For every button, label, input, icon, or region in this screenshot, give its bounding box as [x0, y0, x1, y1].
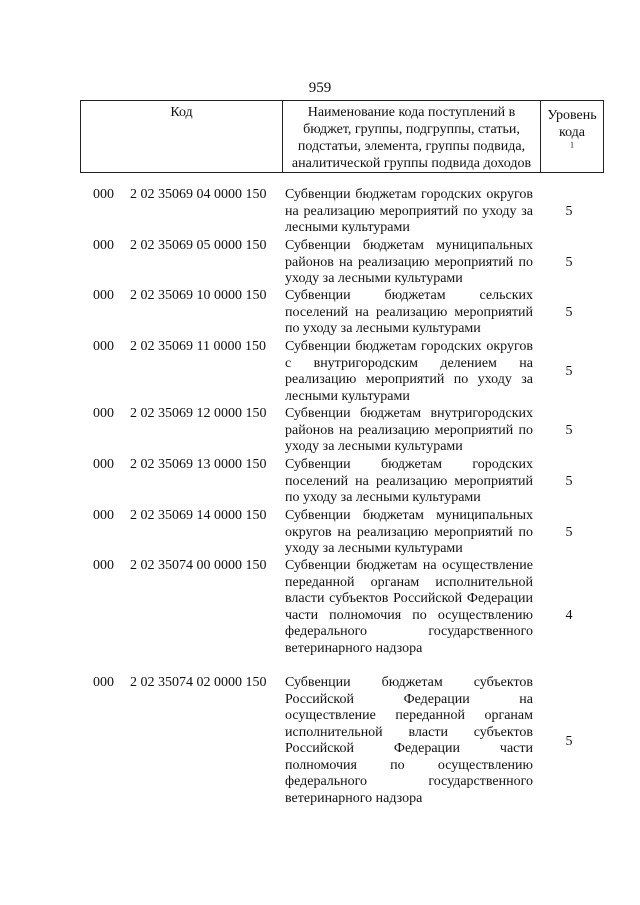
row-name: Субвенции бюджетам городских округов с внутригородским делением на реализацию мероприятий по уходу за лесными культурами: [285, 339, 533, 404]
row-level: 5: [565, 524, 573, 540]
table-header: [80, 100, 604, 173]
row-level: 5: [565, 423, 573, 439]
table-row: [93, 339, 605, 406]
row-prefix: 000: [93, 288, 114, 303]
table-row: [93, 238, 605, 288]
row-code: 2 02 35069 12 0000 150: [130, 406, 267, 421]
row-prefix: 000: [93, 406, 114, 421]
row-code: 2 02 35069 05 0000 150: [130, 238, 267, 253]
row-prefix: 000: [93, 508, 114, 523]
row-prefix: 000: [93, 339, 114, 354]
row-name: Субвенции бюджетам городских поселений на реализацию мероприятий по уходу за лесными культурами: [285, 457, 533, 505]
row-name: Субвенции бюджетам внутригородских районов на реализацию мероприятий по уходу за лесными культурами: [285, 406, 533, 454]
header-level-cell: [541, 101, 604, 173]
page-number: 959: [308, 80, 332, 96]
table-row: [93, 288, 605, 339]
row-code: 2 02 35069 13 0000 150: [130, 457, 267, 472]
row-name: Субвенции бюджетам муниципальных районов на реализацию мероприятий по уходу за лесными культурами: [285, 238, 533, 286]
row-prefix: 000: [93, 187, 114, 202]
row-prefix: 000: [93, 457, 114, 472]
row-name: Субвенции бюджетам на осуществление переданной органам исполнительной власти субъектов Российской Федерации части полномочия по осуществлению федерального государственного ветеринарного надзора: [285, 558, 533, 656]
header-level-footnote: 1: [570, 140, 574, 150]
row-code: 2 02 35069 10 0000 150: [130, 288, 267, 303]
row-level: 5: [565, 254, 573, 270]
header-code-cell: [81, 101, 283, 173]
row-prefix: 000: [93, 558, 114, 573]
header-name-cell: [283, 101, 541, 173]
table-row: [93, 457, 605, 508]
table-row: [93, 508, 605, 558]
row-code: 2 02 35074 02 0000 150: [130, 675, 267, 690]
table-row: [93, 406, 605, 457]
header-code-label: Код: [170, 105, 193, 120]
row-level: 5: [565, 204, 573, 220]
table-row: [93, 558, 605, 675]
row-code: 2 02 35069 04 0000 150: [130, 187, 267, 202]
row-name: Субвенции бюджетам муниципальных округов на реализацию мероприятий по уходу за лесными культурами: [285, 508, 533, 556]
header-level-label: Уровень кода: [547, 108, 597, 140]
row-level: 5: [565, 305, 573, 321]
table-body: [93, 187, 605, 809]
row-name: Субвенции бюджетам городских округов на реализацию мероприятий по уходу за лесными культурами: [285, 187, 533, 235]
row-name: Субвенции бюджетам сельских поселений на реализацию мероприятий по уходу за лесными культурами: [285, 288, 533, 336]
row-level: 5: [565, 474, 573, 490]
header-name-label: Наименование кода поступлений в бюджет, группы, подгруппы, статьи, подстатьи, элемента, группы подвида, аналитической группы подвида доходов: [291, 105, 532, 171]
row-level: 4: [565, 608, 573, 624]
row-level: 5: [565, 733, 573, 749]
row-code: 2 02 35069 14 0000 150: [130, 508, 267, 523]
row-name: Субвенции бюджетам субъектов Российской Федерации на осуществление переданной органам исполнительной власти субъектов Российской Федерации части полномочия по осуществлению федерального государственного ветеринарного надзора: [285, 675, 533, 806]
row-prefix: 000: [93, 675, 114, 690]
table-row: [93, 187, 605, 238]
table-row: [93, 675, 605, 809]
row-level: 5: [565, 364, 573, 380]
row-code: 2 02 35069 11 0000 150: [130, 339, 266, 354]
row-prefix: 000: [93, 238, 114, 253]
row-code: 2 02 35074 00 0000 150: [130, 558, 267, 573]
